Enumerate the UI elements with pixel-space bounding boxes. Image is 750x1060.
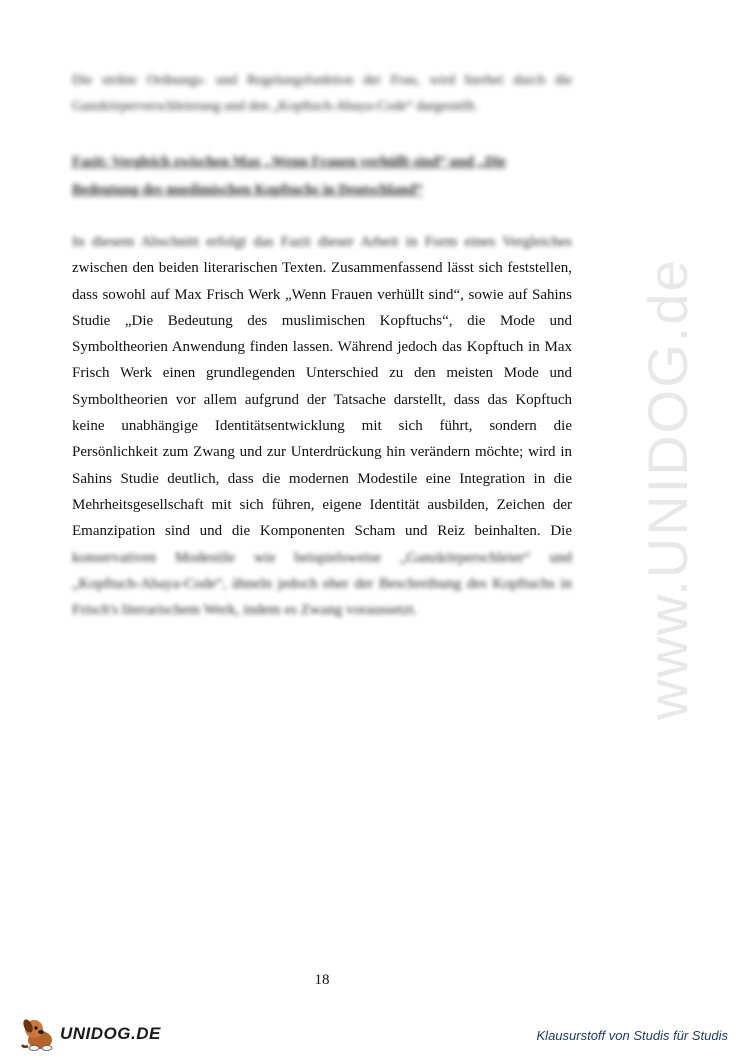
body-line: Persönlichkeit zum Zwang und zur Unterdrückung hin verändern möchte; wird in <box>72 444 572 461</box>
body-line: Symboltheorien Anwendung finden lassen. Während jedoch das Kopftuch in Max <box>72 339 572 356</box>
body-line: Sahins Studie deutlich, dass die modernen Modestile eine Integration in die <box>72 470 572 487</box>
body-line: Symboltheorien vor allem aufgrund der Tatsache darstellt, dass das Kopftuch <box>72 391 572 408</box>
unidog-logo <box>20 1016 161 1052</box>
body-line: zwischen den beiden literarischen Texten. Zusammenfassend lässt sich feststellen, <box>72 260 572 277</box>
body-line: Emanzipation sind und die Komponenten Scham und Reiz beinhalten. Die <box>72 523 572 540</box>
logo-text: UNIDOG.DE <box>60 1024 161 1043</box>
body-line: „Kopftuch-Abaya-Code“, ähneln jedoch eher der Beschreibung des Kopftuchs in <box>72 575 572 592</box>
body-line: Studie „Die Bedeutung des muslimischen Kopftuchs“, die Mode und <box>72 312 572 329</box>
section-heading <box>72 148 572 204</box>
body-line: Mehrheitsgesellschaft mit sich führen, eigene Identität ausbilden, Zeichen der <box>72 496 572 513</box>
body-line: konservativen Modestile wie beispielsweise „Ganzkörperschleier“ und <box>72 549 572 566</box>
body-line: Frisch's literarischem Werk, indem es Zwang voraussetzt. <box>72 602 418 619</box>
dog-mascot-icon <box>20 1016 58 1052</box>
heading-line-1: Fazit: Vergleich zwischen Max „Wenn Frauen verhüllt sind“ und „Die <box>72 154 506 170</box>
body-line: Frisch Werk einen grundlegenden Unterschied zu den meisten Mode und <box>72 365 572 382</box>
body-line: In diesem Abschnitt erfolgt das Fazit dieser Arbeit in Form eines Vergleiches <box>72 234 572 250</box>
watermark: www.UNIDOG.de <box>636 258 699 720</box>
heading-line-2: Bedeutung des muslimischen Kopftuchs in Deutschland“ <box>72 182 423 198</box>
body-line: keine unabhängige Identitätsentwicklung mit sich führt, sondern die <box>72 418 572 435</box>
intro-paragraph: Die strikte Ordnungs- und Regelungsfunktion der Frau, wird hierbei durch die Ganzkörperverschleierung und den „Kopftuch-Abaya-Code“ dargestellt. <box>72 73 572 114</box>
page-number: 18 <box>314 972 330 988</box>
body-line: dass sowohl auf Max Frisch Werk „Wenn Frauen verhüllt sind“, sowie auf Sahins <box>72 286 572 303</box>
footer-tagline: Klausurstoff von Studis für Studis <box>536 1028 728 1043</box>
body-paragraph <box>72 229 572 623</box>
